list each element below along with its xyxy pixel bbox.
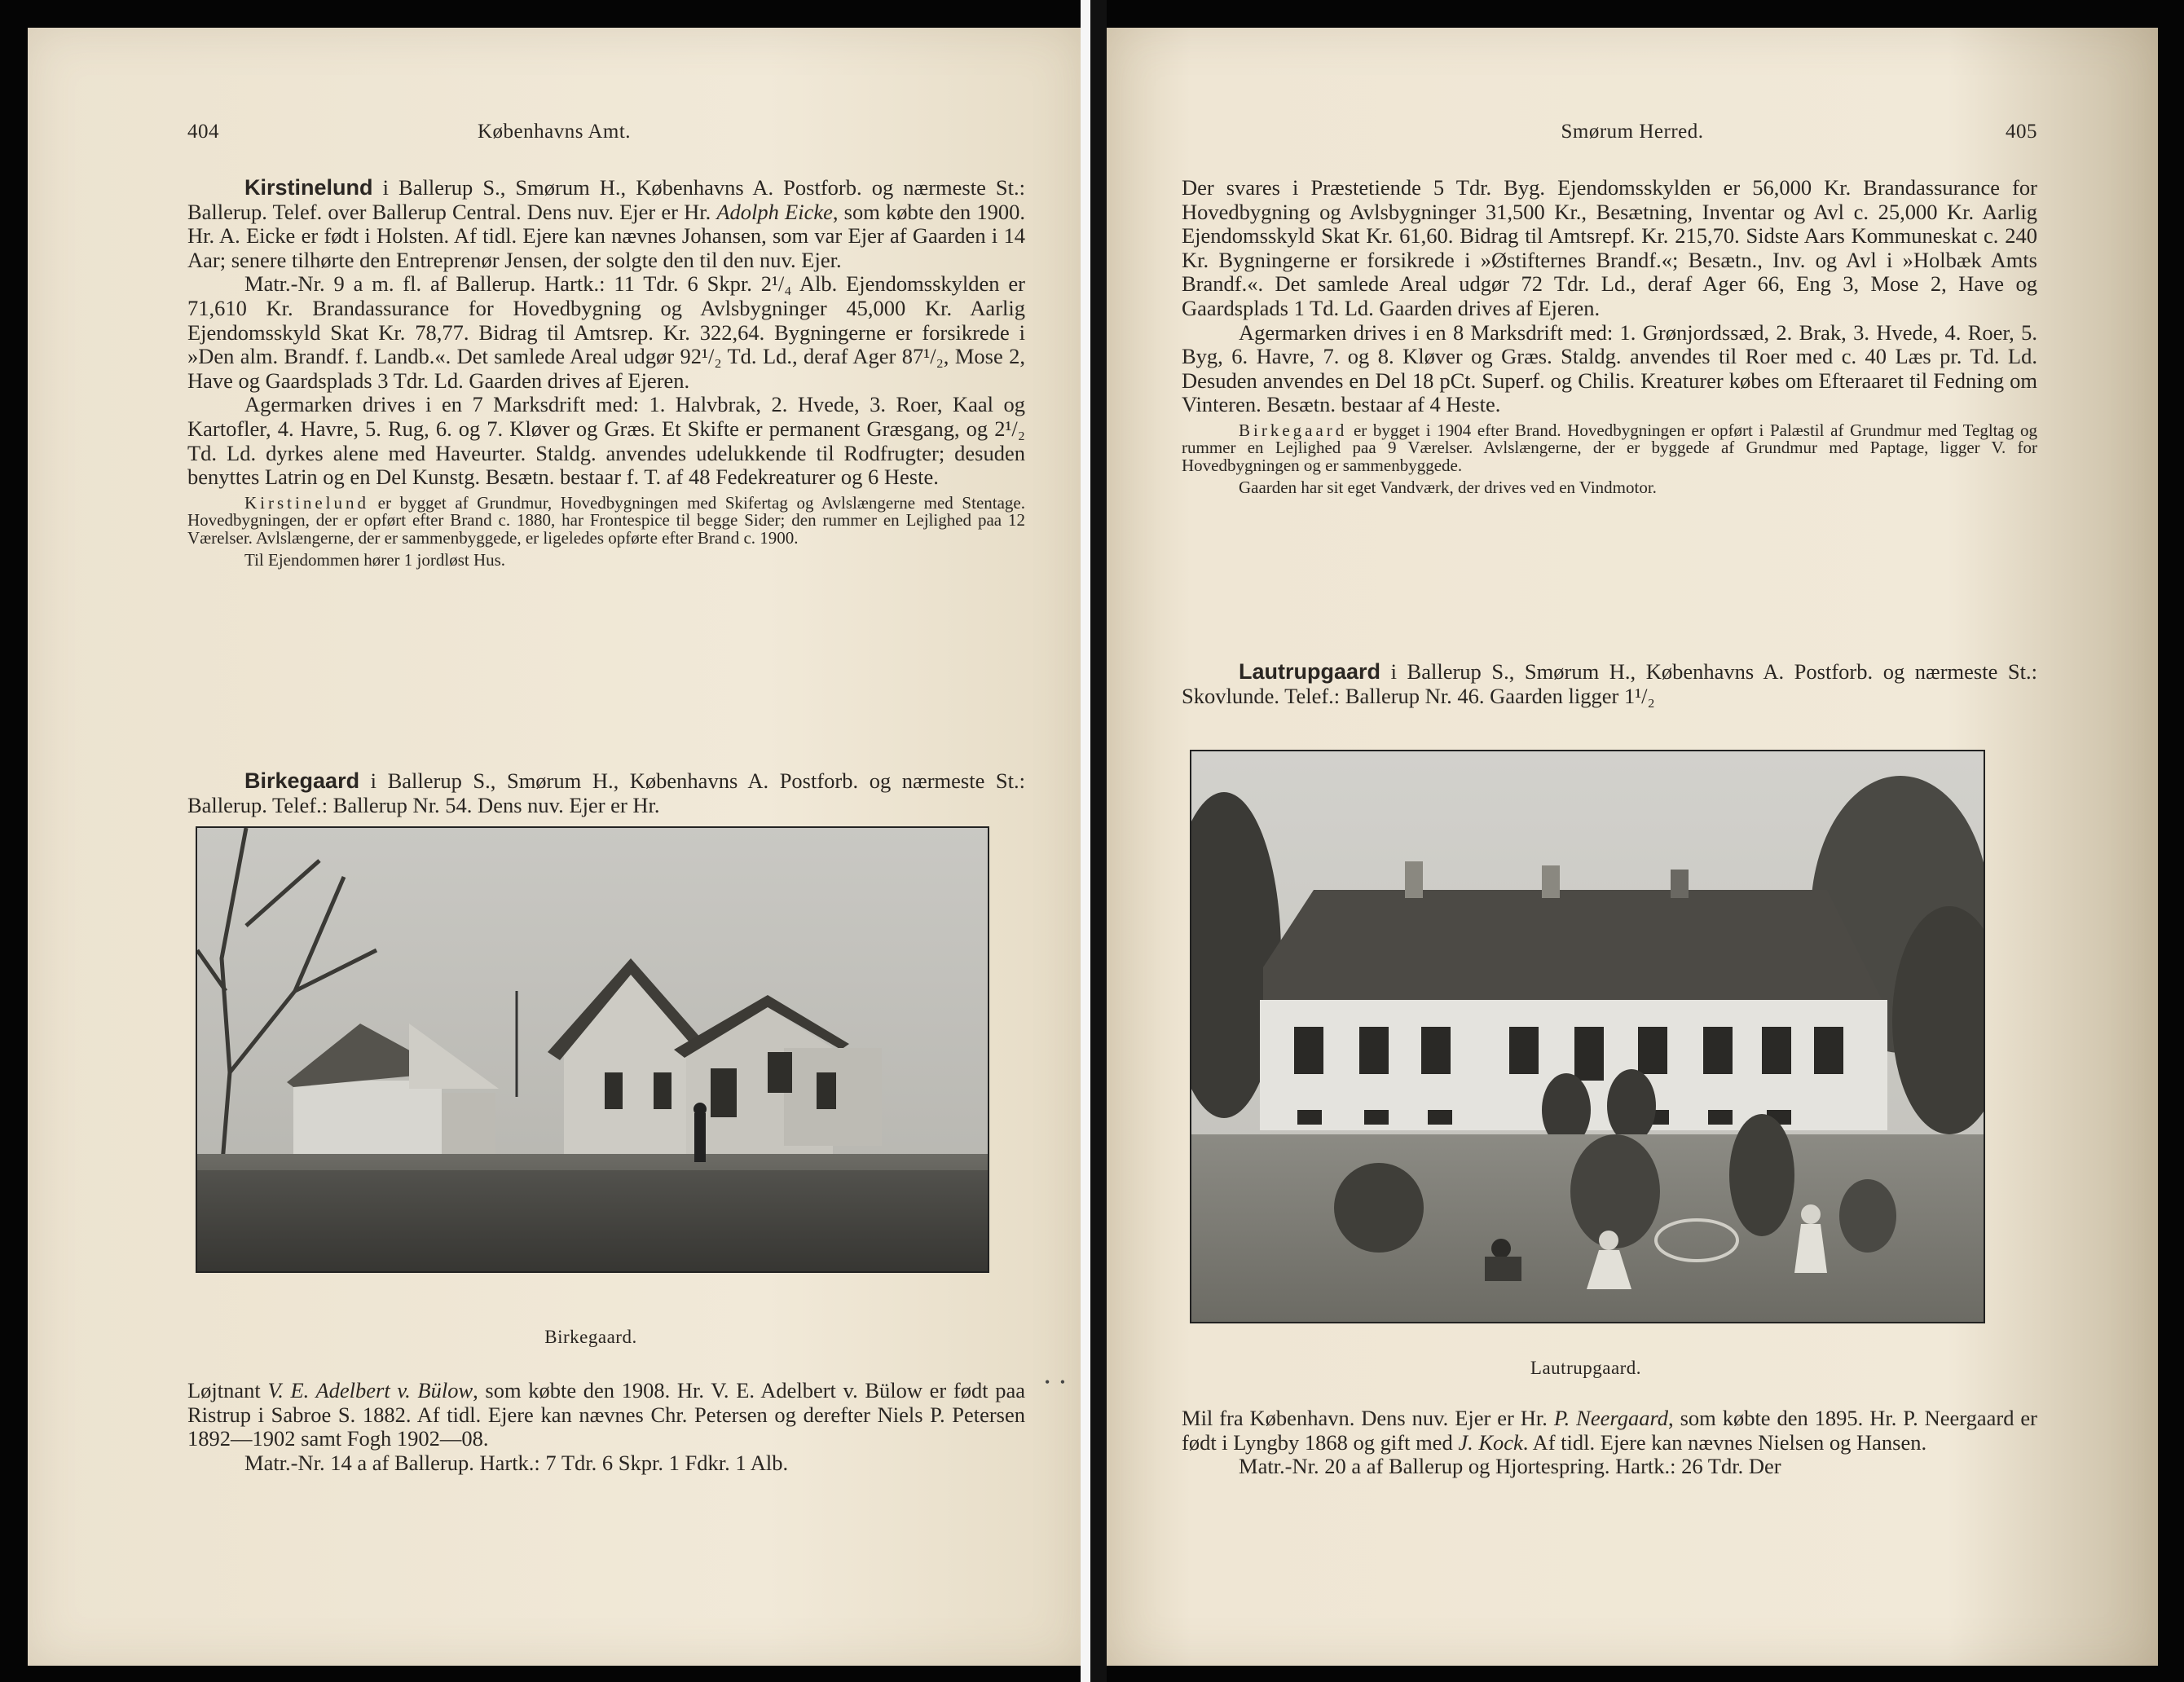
kirstinelund-intro: Kirstinelund i Ballerup S., Smørum H., Københavns A. Postforb. og nærmeste St.: Ballerup. Telef. over Ballerup Central. Dens nuv. Ejer er Hr. Adolph Eicke, som købte den 1900. Hr. A. Eicke er født i Holsten. Af tidl. Ejere kan nævnes Johansen, som var Ejer af Gaarden i 14 Aar; senere tilhørte den Entreprenør Jensen, der solgte den til den nuv. Ejer. bbox=[187, 175, 1025, 272]
birkegaard-owner-block bbox=[187, 1379, 1025, 1475]
kirstinelund-building-note: Kirstinelund er bygget af Grundmur, Hovedbygningen med Skifertag og Avlslængerne med Stentage. Hovedbygningen, der er opført efter Brand c. 1880, har Frontespice til begge Sider; den rummer en Lejlighed paa 12 Værelser. Avlslængerne, der er sammenbyggede, er ligeledes opførte efter Brand c. 1900. bbox=[187, 492, 1025, 548]
entry-title: Lautrupgaard bbox=[1239, 659, 1381, 684]
birkegaard-matr: Matr.-Nr. 14 a af Ballerup. Hartk.: 7 Tdr. 6 Skpr. 1 Fdkr. 1 Alb. bbox=[244, 1450, 789, 1475]
owner-name: Adolph Eicke bbox=[716, 199, 833, 224]
birkegaard-intro: Birkegaard i Ballerup S., Smørum H., Københavns A. Postforb. og nærmeste St.: Ballerup. Telef.: Ballerup Nr. 54. Dens nuv. Ejer er Hr. bbox=[187, 768, 1025, 817]
birkegaard-intro-block bbox=[187, 769, 1025, 817]
lautrupgaard-caption: Lautrupgaard. bbox=[1530, 1358, 1642, 1378]
birkegaard-building-note: Birkegaard er bygget i 1904 efter Brand. Hovedbygningen er opført i Palæstil af Grundmur med Tegltag og rummer en Lejlighed paa 9 Værelser. Avlslængerne, der er byggede af Grundmur med Paptage, ligger V. for Hovedbygningen og er sammenbyggede. bbox=[1182, 420, 2037, 475]
lautrupgaard-owner-block bbox=[1182, 1407, 2037, 1479]
kirstinelund-agermark: Agermarken drives i en 7 Marksdrift med: 1. Halvbrak, 2. Hvede, 3. Roer, Kaal og Kartofler, 4. Havre, 5. Rug, 6. og 7. Kløver og Græs. Et Skifte er permanent Græsgang, og 2¹/₂ Td. Ld. dyrkes alene med Haveurter. Staldg. anvendes udelukkende til Rodfrugter; desuden benyttes Latrin og en Del Kunstg. Besætn. bestaar f. T. af 48 Fedekreaturer og 6 Heste. bbox=[187, 392, 1025, 490]
entry-title: Kirstinelund bbox=[244, 175, 373, 200]
lautrupgaard-intro: Lautrupgaard i Ballerup S., Smørum H., Københavns A. Postforb. og nærmeste St.: Skovlunde. Telef.: Ballerup Nr. 46. Gaarden ligger 1¹/₂ bbox=[1182, 659, 2037, 708]
entry-title: Birkegaard bbox=[244, 768, 360, 793]
lautrupgaard-photo bbox=[1190, 750, 1985, 1323]
birkegaard-photo-image bbox=[197, 828, 988, 1271]
page-number: 404 bbox=[187, 121, 219, 143]
wife-name: J. Kock bbox=[1458, 1429, 1523, 1455]
birkegaard-valuation: Der svares i Præstetiende 5 Tdr. Byg. Ejendomsskylden er 56,000 Kr. Brandassurance for Hovedbygning og Avlsbygninger 31,500 Kr., Besætning, Inventar og Avl c. 25,000 Kr. Aarlig Ejendomsskyld Skat Kr. 61,60. Bidrag til Amtsrepf. Kr. 215,70. Sidste Aars Kommuneskat c. 240 Kr. Bygningerne er forsikrede i »Østifternes Brandf.«; Besætn., Inv. og Avl i »Holbæk Amts Brandf.«. Det samlede Areal udgør 72 Tdr. Ld., deraf Ager 66, Eng 3, Mose 2, Have og Gaardsplads 1 Td. Ld. Gaarden drives af Ejeren. bbox=[1182, 175, 2037, 320]
margin-dots: • • bbox=[1045, 1374, 1069, 1390]
lautrupgaard-owner: Mil fra København. Dens nuv. Ejer er Hr. P. Neergaard, som købte den 1895. Hr. P. Neergaard er født i Lyngby 1868 og gift med J. Kock. Af tidl. Ejere kan nævnes Nielsen og Hansen. bbox=[1182, 1406, 2037, 1455]
birkegaard-continued bbox=[1182, 176, 2037, 497]
kirstinelund-entry bbox=[187, 176, 1025, 570]
owner-name: V. E. Adelbert v. Bülow bbox=[267, 1378, 473, 1402]
left-page bbox=[28, 28, 1081, 1666]
running-head: Smørum Herred. bbox=[1561, 121, 1704, 143]
lautrupgaard-intro-block bbox=[1182, 660, 2037, 708]
scan-gutter-dark bbox=[1090, 0, 1107, 1682]
lautrupgaard-photo-image bbox=[1191, 751, 1984, 1322]
birkegaard-photo bbox=[196, 826, 989, 1273]
birkegaard-caption: Birkegaard. bbox=[544, 1327, 637, 1347]
kirstinelund-house-note: Til Ejendommen hører 1 jordløst Hus. bbox=[244, 550, 506, 570]
birkegaard-owner: Løjtnant V. E. Adelbert v. Bülow, som købte den 1908. Hr. V. E. Adelbert v. Bülow er født paa Ristrup i Sabroe S. 1882. Af tidl. Ejere kan nævnes Chr. Petersen og derefter Niels P. Petersen 1892—1902 samt Fogh 1902—08. bbox=[187, 1378, 1025, 1451]
owner-name: P. Neergaard bbox=[1553, 1406, 1669, 1430]
right-page bbox=[1107, 28, 2158, 1666]
kirstinelund-matr: Matr.-Nr. 9 a m. fl. af Ballerup. Hartk.: 11 Tdr. 6 Skpr. 2¹/₄ Alb. Ejendomsskylden er 71,610 Kr. Brandassurance for Hovedbygning og Avlsbygninger 45,000 Kr. Aarlig Ejendomsskyld Skat Kr. 78,77. Bidrag til Amtsrep. Kr. 322,64. Bygningerne er forsikrede i »Den alm. Brandf. f. Landb.«. Det samlede Areal udgør 92¹/₂ Td. Ld., deraf Ager 87¹/₂, Mose 2, Have og Gaardsplads 3 Tdr. Ld. Gaarden drives af Ejeren. bbox=[187, 271, 1025, 393]
page-number: 405 bbox=[2006, 121, 2037, 143]
birkegaard-water-note: Gaarden har sit eget Vandværk, der drives ved en Vindmotor. bbox=[1239, 478, 1657, 498]
running-head: Københavns Amt. bbox=[477, 121, 632, 143]
lautrupgaard-matr: Matr.-Nr. 20 a af Ballerup og Hjortespring. Hartk.: 26 Tdr. Der bbox=[1239, 1454, 1781, 1479]
birkegaard-agermark: Agermarken drives i en 8 Marksdrift med: 1. Grønjordssæd, 2. Brak, 3. Hvede, 4. Roer, 5. Byg, 6. Havre, 7. og 8. Kløver og Græs. Staldg. anvendes til Roer med c. 40 Læs pr. Td. Ld. Desuden anvendes en Del 18 pCt. Superf. og Chilis. Kreaturer købes om Efteraaret til Fedning om Vinteren. Besætn. bestaar af 4 Heste. bbox=[1182, 319, 2037, 417]
